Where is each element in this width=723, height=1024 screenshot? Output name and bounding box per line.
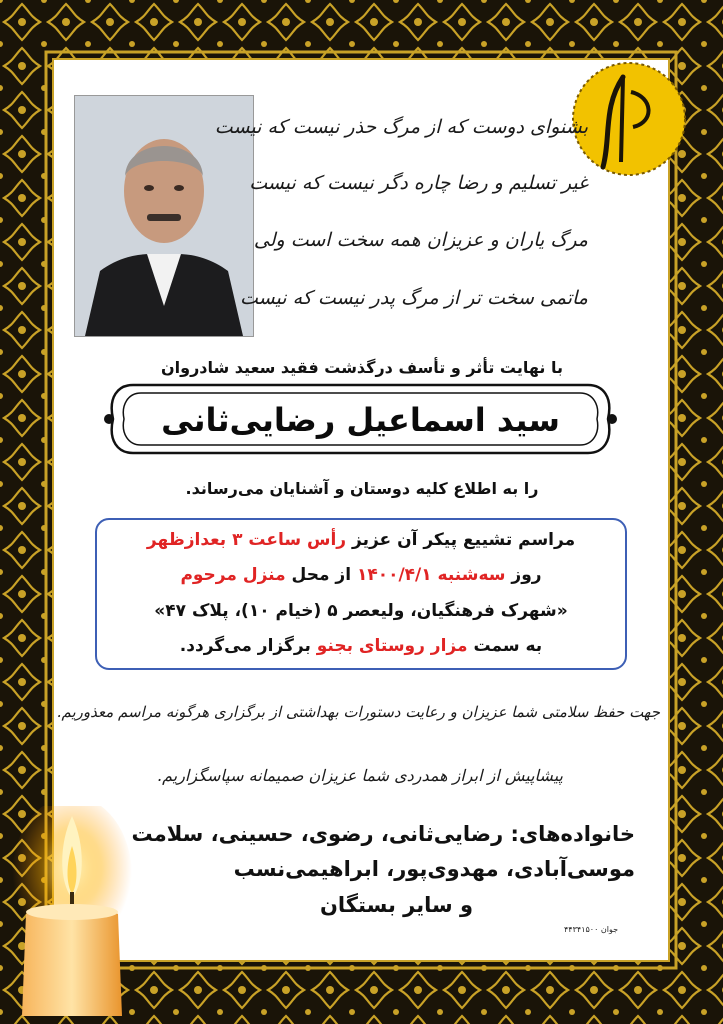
ceremony-line-1-text: مراسم تشییع پیکر آن عزیز	[352, 530, 576, 550]
ceremony-time: رأس ساعت ۳ بعدازظهر	[146, 530, 347, 550]
ceremony-address: «شهرک فرهنگیان، ولیعصر ۵ (خیام ۱۰)، پلاک ۴۷»	[154, 601, 568, 621]
thanks-text: پیشاپیش از ابراز همدردی شما عزیزان صمیمانه سپاسگزاریم.	[157, 766, 563, 785]
ceremony-line-4	[100, 636, 622, 656]
ceremony-line-2	[100, 565, 622, 585]
candle-icon	[8, 806, 136, 1016]
ceremony-from-label: از محل	[291, 565, 352, 585]
inform-text: را به اطلاع کلیه دوستان و آشنایان می‌رساند.	[185, 479, 539, 498]
ceremony-toward-label: به سمت	[473, 636, 543, 656]
poem-line-2: غیر تسلیم و رضا چاره دگر نیست که نیست	[249, 172, 588, 194]
families-line-2: موسی‌آبادی، مهدوی‌پور، ابراهیمی‌نسب	[233, 857, 635, 881]
ceremony-origin: منزل مرحوم	[180, 565, 286, 585]
poem-line-4: ماتمی سخت تر از مرگ پدر نیست که نیست	[239, 287, 588, 309]
ceremony-held-text: برگزار می‌گردد.	[179, 636, 311, 656]
families-line-1: خانواده‌های: رضایی‌ثانی، رضوی، حسینی، سلامت	[131, 822, 635, 846]
poem-line-3: مرگ یاران و عزیزان همه سخت است ولی	[253, 229, 588, 251]
deceased-name: سید اسماعیل رضایی‌ثانی	[161, 401, 560, 439]
ceremony-day-label: روز	[511, 565, 542, 585]
families-line-3: و سایر بستگان	[319, 893, 473, 917]
ceremony-date: سه‌شنبه ۱۴۰۰/۴/۱	[356, 565, 506, 585]
ceremony-line-1	[100, 530, 622, 550]
health-notice: جهت حفظ سلامتی شما عزیزان و رعایت دستورات بهداشتی از برگزاری هرگونه مراسم معذوریم.	[56, 703, 660, 721]
printer-credit: جوان ۴۴۳۴۱۵۰۰	[564, 925, 619, 934]
ceremony-destination: مزار روستای بجنو	[316, 636, 468, 656]
poem-line-1: بشنوای دوست که از مرگ حذر نیست که نیست	[214, 116, 588, 138]
intro-text: با نهایت تأثر و تأسف درگذشت فقید سعید شادروان	[160, 358, 564, 377]
